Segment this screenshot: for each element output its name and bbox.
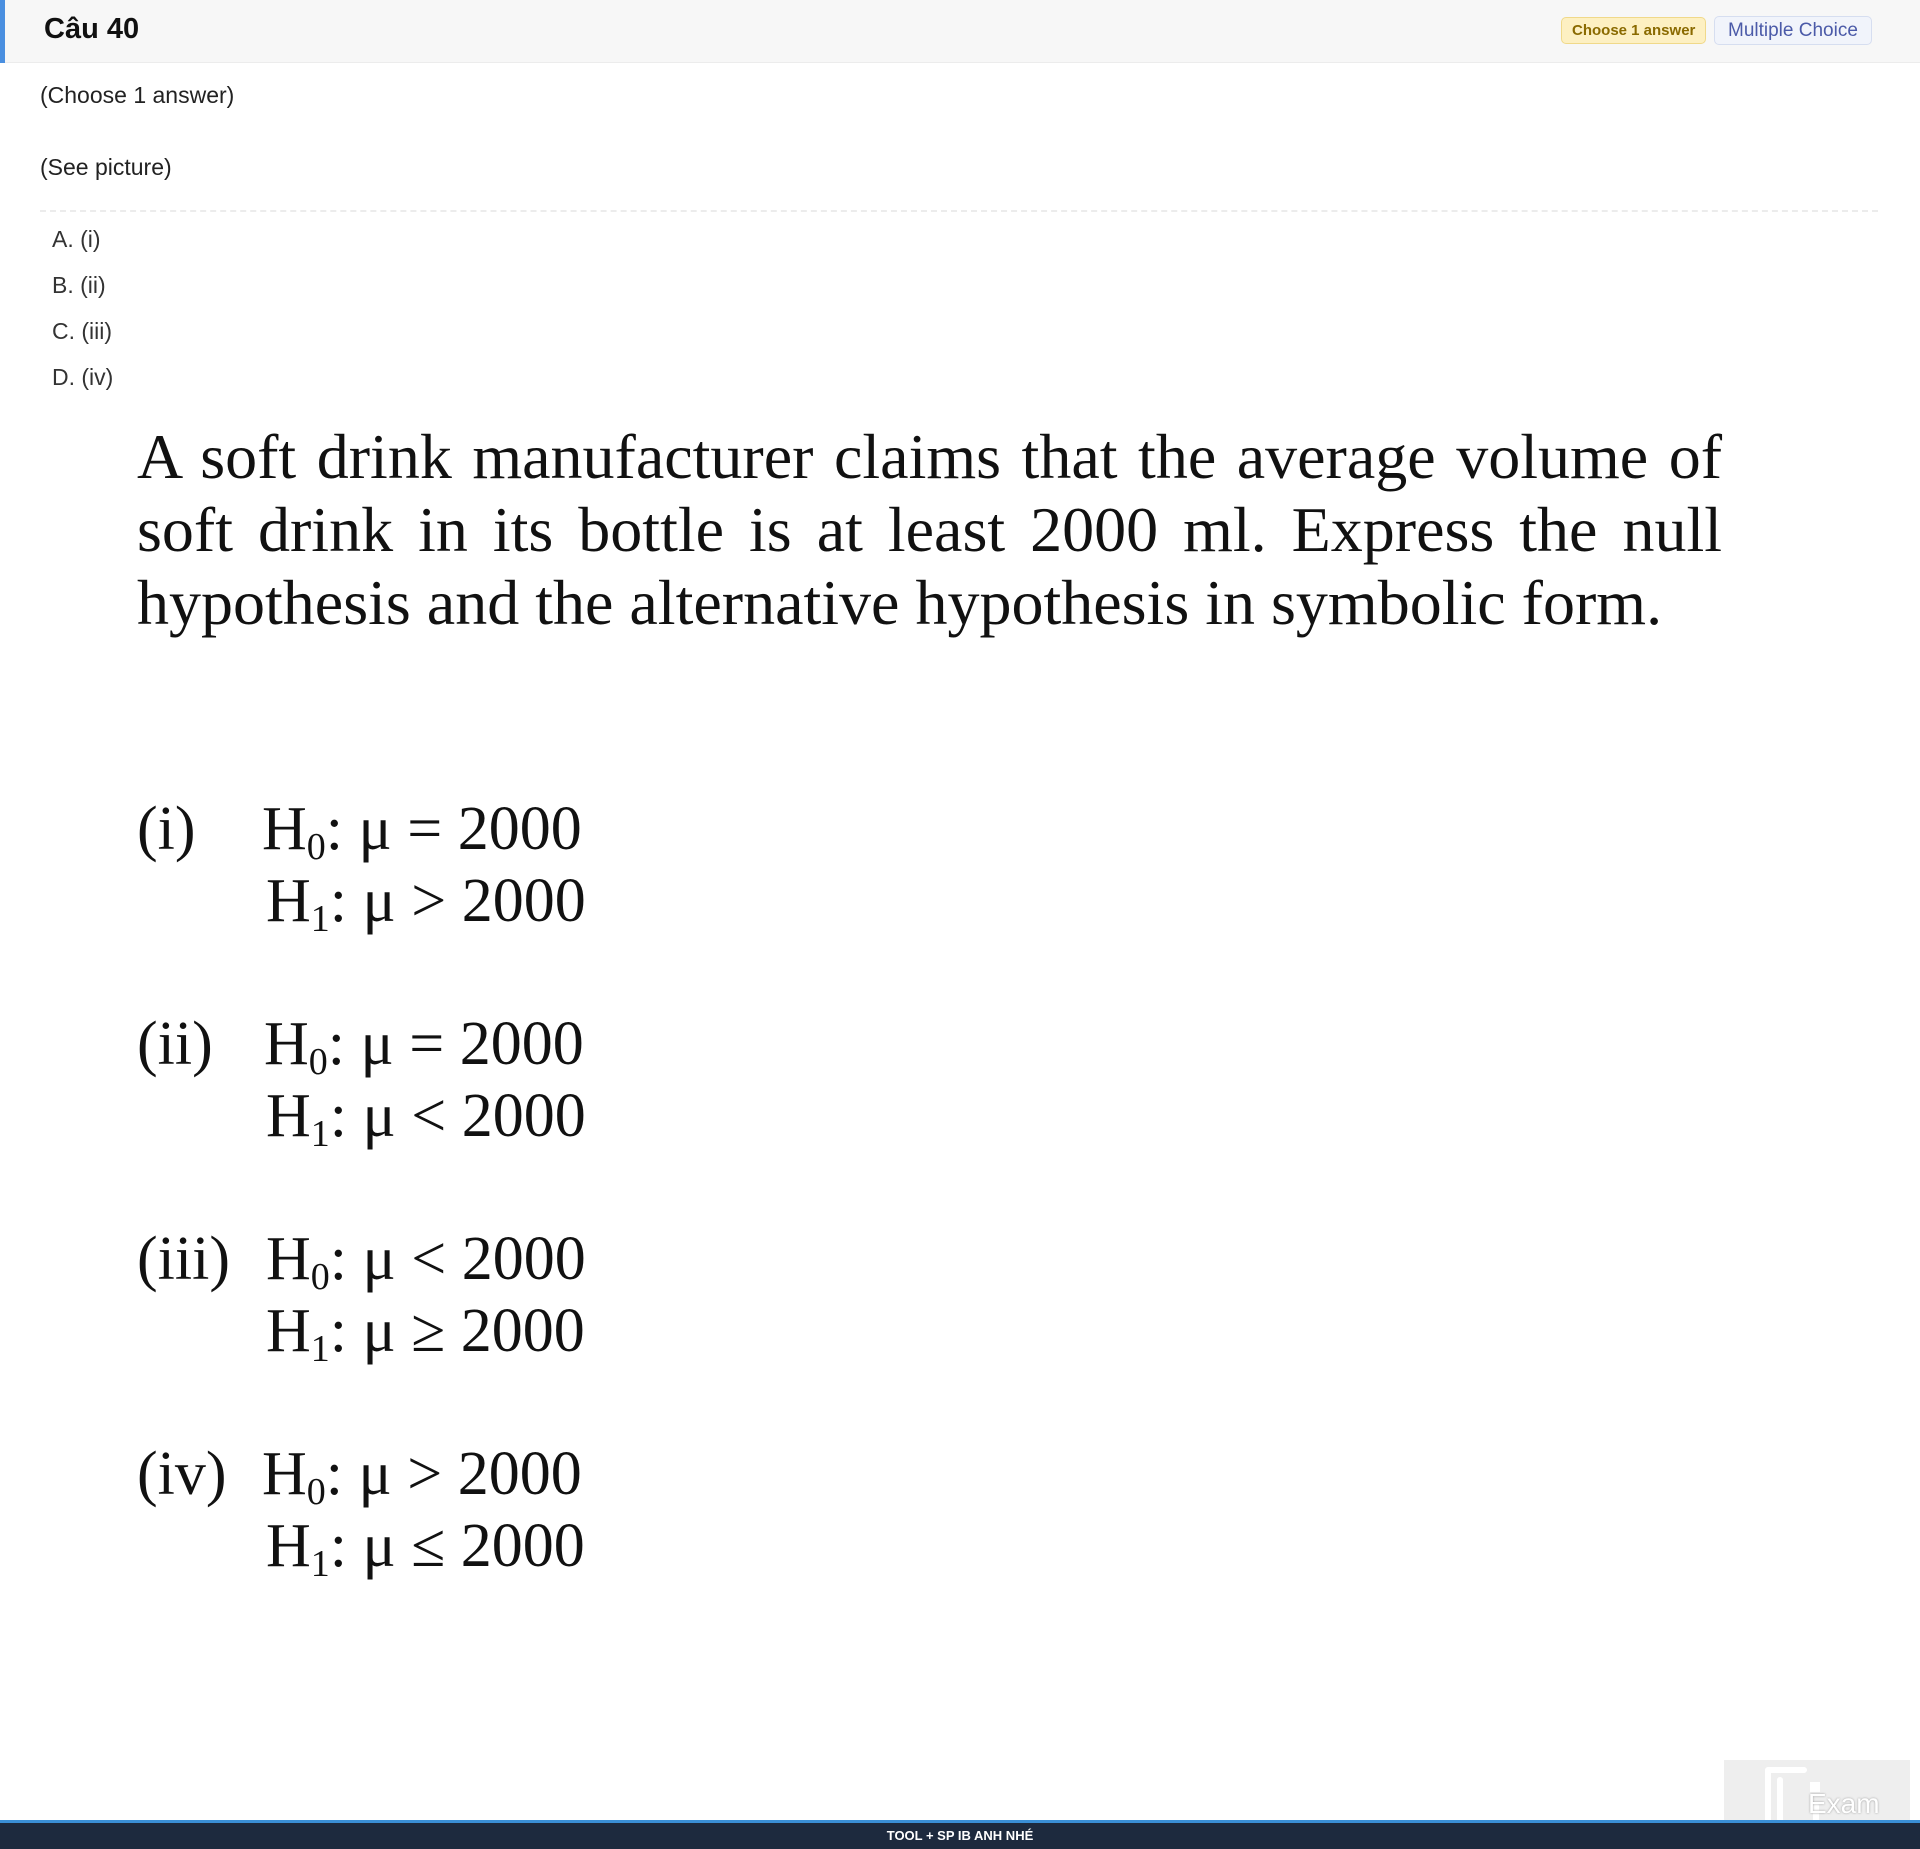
question-picture: [0, 420, 1920, 1585]
hypothesis-item-i: [0, 793, 1920, 943]
item-number: (iv): [137, 1440, 227, 1508]
item-number: (i): [137, 795, 196, 863]
option-b[interactable]: B. (ii): [52, 272, 106, 298]
logo-text: Exam: [1808, 1788, 1880, 1819]
hypothesis-item-iv: [0, 1438, 1920, 1588]
footer-text: TOOL + SP IB ANH NHÉ: [886, 1828, 1034, 1843]
footer-bar: [0, 1820, 1920, 1849]
alternative-hypothesis: $H_1$: μ < 2000: [266, 1082, 586, 1155]
item-number: (ii): [137, 1010, 213, 1078]
question-header: [0, 0, 1920, 63]
see-picture-instruction: (See picture): [40, 154, 172, 180]
section-divider: [40, 210, 1878, 212]
option-c[interactable]: C. (iii): [52, 318, 113, 344]
hypothesis-item-iii: [0, 1223, 1920, 1373]
null-hypothesis: $H_0$: μ < 2000: [266, 1225, 586, 1298]
option-a[interactable]: A. (i): [52, 226, 101, 252]
option-d[interactable]: D. (iv): [52, 364, 114, 390]
null-hypothesis: $H_0$: μ > 2000: [262, 1440, 582, 1513]
alternative-hypothesis: $H_1$: μ ≥ 2000: [266, 1297, 585, 1370]
hypothesis-item-ii: [0, 1008, 1920, 1158]
alternative-hypothesis: $H_1$: μ > 2000: [266, 867, 586, 940]
question-title: Câu 40: [44, 13, 140, 45]
question-stem-text: A soft drink manufacturer claims that the average volume of soft drink in its bottle is at least 2000 ml. Express the null hypothesis and the alternative hypothesis in symbolic form.: [137, 421, 1722, 638]
question-type-badge: Multiple Choice: [1714, 16, 1872, 45]
item-number: (iii): [137, 1225, 230, 1293]
choose-one-badge: Choose 1 answer: [1561, 17, 1706, 44]
header-accent-bar: [0, 0, 5, 63]
null-hypothesis: $H_0$: μ = 2000: [262, 795, 582, 868]
choose-instruction: (Choose 1 answer): [40, 82, 235, 108]
null-hypothesis: $H_0$: μ = 2000: [264, 1010, 584, 1083]
alternative-hypothesis: $H_1$: μ ≤ 2000: [266, 1512, 585, 1585]
